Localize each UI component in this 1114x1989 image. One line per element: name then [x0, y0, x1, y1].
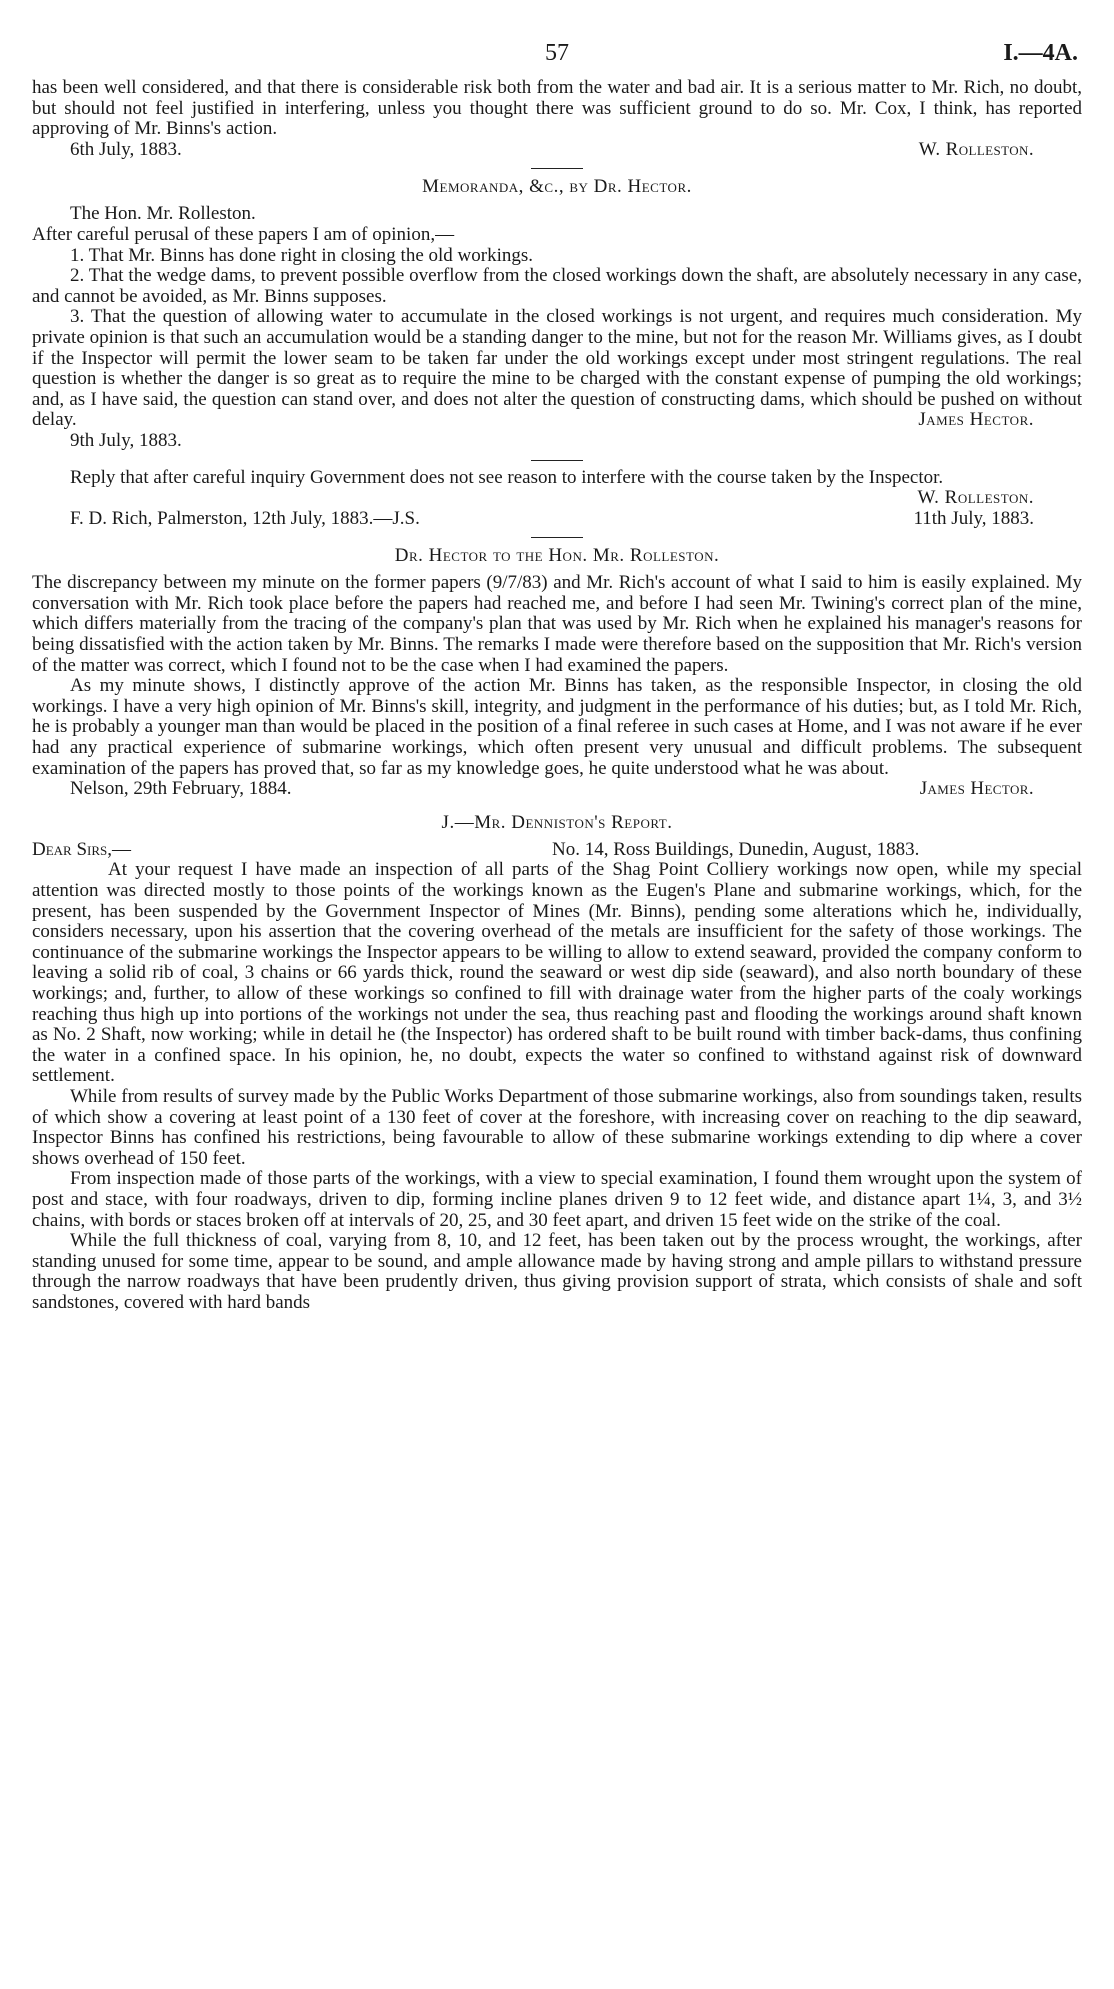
- denniston-address: No. 14, Ross Buildings, Dunedin, August, 1883.: [552, 838, 920, 860]
- page-number: 57: [545, 40, 569, 66]
- reply-text: [32, 466, 1082, 509]
- denniston-para-4: While the full thickness of coal, varying from 8, 10, and 12 feet, has been taken out by the process wrought, the workings, after standing unused for some time, appear to be sound, and ample allowance made by having strong and ample pillars to withstand pressure through the narrow roadways that have been prudently driven, thus giving provision support of strata, which consists of shale and soft sandstones, covered with hard bands: [32, 1230, 1082, 1313]
- hector-letter-heading: Dr. Hector to the Hon. Mr. Rolleston.: [394, 545, 720, 567]
- section-divider: [531, 537, 583, 538]
- memoranda-item-3: [32, 307, 1082, 431]
- rolleston-signature: W. Rolleston.: [918, 138, 1034, 160]
- hector-letter-place-date: Nelson, 29th February, 1884.: [70, 778, 292, 800]
- document-page: [32, 40, 1082, 1313]
- section-divider: [531, 460, 583, 461]
- reply-footer: [32, 509, 1082, 530]
- section-divider: [531, 168, 583, 169]
- rolleston-signoff: [32, 140, 1082, 161]
- denniston-salutation: Dear Sirs,—: [32, 838, 132, 860]
- denniston-para-1: At your request I have made an inspection of all parts of the Shag Point Colliery workings now open, while my special attention was directed mostly to those points of the workings known as the Eugen's Plane and submarine workings, which, for the present, has been suspended by the Government Inspector of Mines (Mr. Binns), pending some alterations which he, individually, considers necessary, upon his assertion that the covering overhead of the metals are insufficient for the safety of those workings. The continuance of the submarine workings the Inspector appears to be willing to allow to extend seaward, provided the company conform to leaving a solid rib of coal, 3 chains or 66 yards thick, round the seaward or west dip side (seaward), and also north boundary of these workings; and, further, to allow of these workings so confined to fill with drainage water from the higher parts of the coaly workings reaching thus high up into portions of the workings not under the sea, thus reaching past and flooding the workings around shaft known as No. 2 Shaft, now working; while in detail he (the Inspector) has ordered shaft to be built round with timber back-dams, thus confining the water in a confined space. In his opinion, he, no doubt, expects the water so confined to withstand against risk of downward settlement.: [32, 859, 1082, 1087]
- memoranda-intro: After careful perusal of these papers I am of opinion,—: [32, 223, 455, 245]
- hector-letter-para-1: The discrepancy between my minute on the former papers (9/7/83) and Mr. Rich's account of what I said to him is easily explained. My conversation with Mr. Rich took place before the papers had reached me, and before I had seen Mr. Twining's correct plan of the mine, which differs materially from the tracing of the company's plan that was used by Mr. Rich when he explained his manager's reasons for being dissatisfied with the action taken by Mr. Binns. The remarks I made were therefore based on the supposition that Mr. Rich's version of the matter was correct, which I found not to be the case when I had examined the papers.: [32, 572, 1082, 676]
- denniston-salutation-row: [32, 840, 1082, 861]
- hector-letter-signoff: [32, 779, 1082, 800]
- denniston-para-2: While from results of survey made by the Public Works Department of those submarine workings, also from soundings taken, results of which show a covering at least point of a 130 feet of cover at the foreshore, with increasing cover on reaching to the dip seaward, Inspector Binns has confined his restrictions, being favourable to allow of these submarine workings extending to dip where a cover shows overhead of 150 feet.: [32, 1085, 1082, 1169]
- memoranda-item-3-text: 3. That the question of allowing water to accumulate in the closed workings is not urgent, and requires much consideration. My private opinion is that such an accumulation would be a standing danger to the mine, but not for the reason Mr. Williams gives, as I doubt if the Inspector will permit the lower seam to be taken far under the old workings except under most stringent regulations. The real question is whether the danger is so great as to require the mine to be charged with the constant expense of pumping the old workings; and, as I have said, the question can stand over, and does not alter the question of constructing dams, which should be pushed on without delay.: [32, 306, 1082, 431]
- memoranda-item-2: 2. That the wedge dams, to prevent possible overflow from the closed workings down the shaft, are absolutely necessary in any case, and cannot be avoided, as Mr. Binns supposes.: [32, 265, 1082, 307]
- denniston-heading: J.—Mr. Denniston's Report.: [441, 811, 673, 833]
- reply-date: 11th July, 1883.: [913, 507, 1034, 529]
- document-reference: I.—4A.: [1003, 40, 1078, 66]
- memoranda-date: 9th July, 1883.: [70, 429, 182, 451]
- reply-note: F. D. Rich, Palmerston, 12th July, 1883.—J.S.: [70, 507, 420, 529]
- memoranda-signature: James Hector.: [918, 409, 1034, 431]
- rolleston-date: 6th July, 1883.: [70, 138, 182, 160]
- memoranda-addressee: The Hon. Mr. Rolleston.: [70, 203, 256, 225]
- memoranda-item-1: 1. That Mr. Binns has done right in closing the old workings.: [70, 244, 534, 266]
- memoranda-heading: Memoranda, &c., by Dr. Hector.: [422, 176, 692, 198]
- hector-letter-signature: James Hector.: [919, 778, 1034, 800]
- rolleston-paragraph: has been well considered, and that there is considerable risk both from the water and bad air. It is a serious matter to Mr. Rich, no doubt, but should not feel justified in interfering, unless you thought there was sufficient ground to do so. Mr. Cox, I think, has reported approving of Mr. Binns's action.: [32, 77, 1082, 140]
- reply-signature: W. Rolleston.: [917, 487, 1034, 509]
- hector-letter-para-2: As my minute shows, I distinctly approve of the action Mr. Binns has taken, as the responsible Inspector, in closing the old workings. I have a very high opinion of Mr. Binns's skill, integrity, and judgment in the performance of his duties; but, as I told Mr. Rich, he is probably a younger man than would be placed in the position of a final referee in such cases at Home, and I was not aware if he ever had any practical experience of submarine workings, which often present very unusual and difficult problems. The subsequent examination of the papers has proved that, so far as my knowledge goes, he quite understood what he was about.: [32, 675, 1082, 779]
- denniston-para-3: From inspection made of those parts of the workings, with a view to special examination, I found them wrought upon the system of post and stace, with four roadways, driven to dip, forming incline planes driven 9 to 12 feet wide, and distance apart 1¼, 3, and 3½ chains, with bords or staces broken off at intervals of 20, 25, and 30 feet apart, and driven 15 feet wide on the strike of the coal.: [32, 1168, 1082, 1231]
- page-header: [32, 40, 1082, 70]
- reply-body: Reply that after careful inquiry Government does not see reason to interfere with the course taken by the Inspector.: [70, 466, 944, 488]
